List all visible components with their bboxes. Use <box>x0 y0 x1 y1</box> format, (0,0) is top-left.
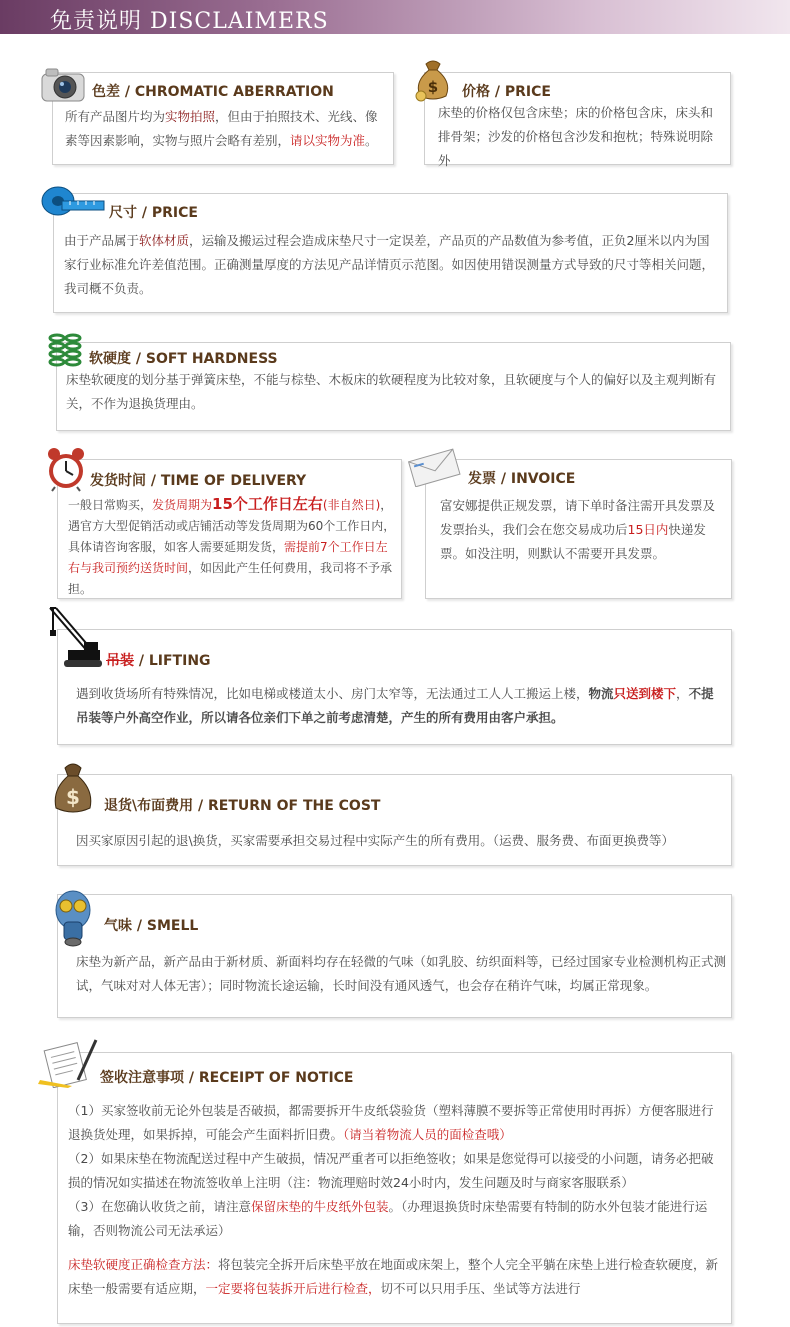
receipt-item-3: （3）在您确认收货之前，请注意保留床垫的牛皮纸外包装。（办理退换货时床垫需要有特制的防水外包装才能进行运输，否则物流公司无法承运） <box>68 1199 708 1238</box>
delivery-text: 一般日常购买，发货周期为15个工作日左右(非自然日)，遇官方大型促销活动或店铺活动等发货周期为60个工作日内，具体请咨询客服，如客人需要延期发货，需提前7个工作日左右与我司预约送货时间，如因此产生任何费用，我司将不予承担。 <box>68 495 396 596</box>
hardness-title: 软硬度 / SOFT HARDNESS <box>89 351 278 367</box>
delivery-title: 发货时间 / TIME OF DELIVERY <box>90 473 307 489</box>
money-bag-icon <box>412 56 454 102</box>
receipt-item-1: （1）买家签收前无论外包装是否破损，都需要拆开牛皮纸袋验货（塑料薄膜不要拆等正常使用时再拆）方便客服进行退换货处理，如果拆掉，可能会产生面料折旧费。（请当着物流人员的面检查哦） <box>68 1103 714 1142</box>
page-title-en: DISCLAIMERS <box>150 9 329 34</box>
page-title <box>50 4 329 35</box>
return-text: 因买家原因引起的退\换货，买家需要承担交易过程中实际产生的所有费用。（运费、服务费、布面更换费等） <box>76 833 674 848</box>
hardness-text: 床垫软硬度的划分基于弹簧床垫，不能与棕垫、木板床的软硬程度为比较对象，且软硬度与个人的偏好以及主观判断有关，不作为退换货理由。 <box>66 372 717 411</box>
dollar-bag-icon <box>50 758 96 816</box>
document-pen-icon <box>38 1036 98 1088</box>
chromatic-title: 色差 / CHROMATIC ABERRATION <box>92 84 334 100</box>
receipt-text <box>68 1099 724 1301</box>
gas-mask-icon <box>50 888 96 948</box>
invoice-title: 发票 / INVOICE <box>468 471 576 487</box>
tape-measure-icon <box>40 183 106 219</box>
svg-text:$: $ <box>66 785 80 809</box>
lifting-title-strike: 吊装 <box>106 653 134 669</box>
alarm-clock-icon <box>45 446 87 492</box>
receipt-item-2: （2）如果床垫在物流配送过程中产生破损，情况严重者可以拒绝签收；如果是您觉得可以接受的小问题，请务必把破损的情况如实描述在物流签收单上注明（注：物流理赔时效24小时内，发生问题及时与商家客服联系） <box>68 1151 714 1190</box>
size-title: 尺寸 / PRICE <box>109 205 198 221</box>
envelope-icon <box>405 447 463 487</box>
lifting-title-rest: / LIFTING <box>134 653 211 669</box>
crane-icon <box>44 606 104 670</box>
invoice-text: 富安娜提供正规发票，请下单时备注需开具发票及发票抬头，我们会在您交易成功后15日内快递发票。如没注明，则默认不需要开具发票。 <box>440 498 716 561</box>
receipt-hardness-check: 床垫软硬度正确检查方法：将包装完全拆开后床垫平放在地面或床架上，整个人完全平躺在床垫上进行检查软硬度，新床垫一般需要有适应期，一定要将包装拆开后进行检查，切不可以只用手压、坐试等方法进行 <box>68 1257 719 1296</box>
page-title-cn: 免责说明 <box>50 9 143 34</box>
return-title: 退货\布面费用 / RETURN OF THE COST <box>104 798 381 814</box>
price-text: 床垫的价格仅包含床垫；床的价格包含床，床头和排骨架；沙发的价格包含沙发和抱枕；特殊说明除外 <box>438 105 714 168</box>
size-text: 由于产品属于软体材质，运输及搬运过程会造成床垫尺寸一定误差，产品页的产品数值为参考值，正负2厘米以内为国家行业标准允许差值范围。正确测量厚度的方法见产品详情页示范图。如因使用错误测量方式导致的尺寸等相关问题，我司概不负责。 <box>64 233 715 296</box>
svg-text:$: $ <box>427 78 439 96</box>
lifting-title <box>106 650 211 670</box>
smell-text: 床垫为新产品，新产品由于新材质、新面料均存在轻微的气味（如乳胶、纺织面料等，已经过国家专业检测机构正式测试，气味对对人体无害）；同时物流长途运输，长时间没有通风透气，也会存在稍许气味，均属正常现象。 <box>76 954 727 993</box>
smell-title: 气味 / SMELL <box>104 918 199 934</box>
receipt-title: 签收注意事项 / RECEIPT OF NOTICE <box>100 1070 354 1086</box>
lifting-text: 遇到收货场所有特殊情况，比如电梯或楼道太小、房门太窄等，无法通过工人人工搬运上楼，物流只送到楼下，不提吊装等户外高空作业，所以请各位亲们下单之前考虑清楚，产生的所有费用由客户承担。 <box>76 686 714 725</box>
price-title: 价格 / PRICE <box>462 84 551 100</box>
chromatic-text: 所有产品图片均为实物拍照，但由于拍照技术、光线、像素等因素影响，实物与照片会略有差别，请以实物为准。 <box>65 109 378 148</box>
spring-icon <box>48 332 82 372</box>
camera-icon <box>40 64 88 104</box>
header-banner <box>0 0 790 34</box>
